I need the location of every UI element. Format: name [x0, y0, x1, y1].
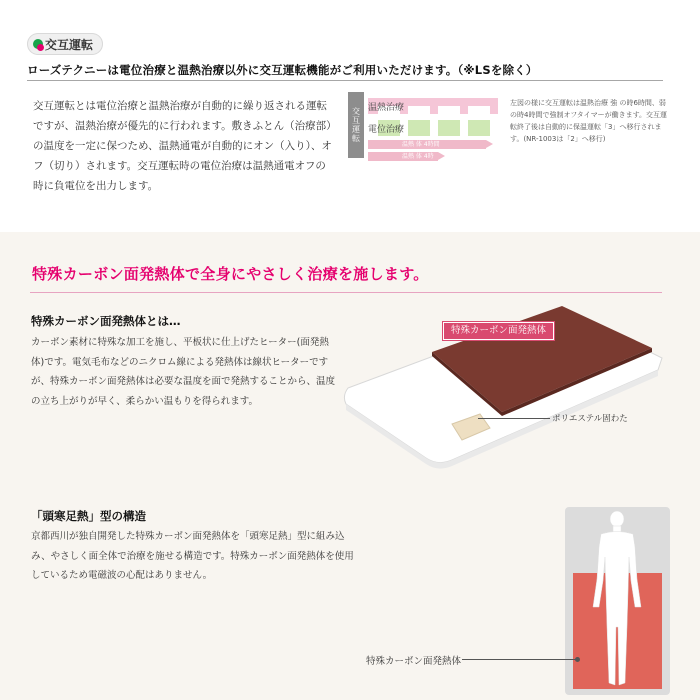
alternate-badge	[27, 33, 103, 55]
diagram-note: 左図の様に交互運転は温熱治療 強 の時6時間、弱 の時4時間で強制オフタイマーが働きます。交互運転終了後は自動的に保温運転「3」へ移行されます。(NR-1003は「2」へ移行)	[510, 99, 668, 143]
body-heat-illustration	[565, 507, 670, 695]
diagram-bar-2: 温熱 体 4時間	[368, 152, 438, 161]
structure-paragraph: 京都西川が独自開発した特殊カーボン面発熱体を「頭寒足熱」型に組み込み、やさしく面全体で治療を施せる構造です。特殊カーボン面発熱体を使用しているため電磁波の心配はありません。	[31, 531, 354, 581]
heater-tag: 特殊カーボン面発熱体	[443, 322, 554, 340]
top-divider	[27, 80, 663, 81]
carbon-divider	[30, 292, 662, 293]
body-heater-leader-line	[462, 659, 578, 660]
alternate-badge-label: 交互運転	[45, 37, 94, 52]
diagram-bar-1: 温熱 体 4時間	[368, 140, 486, 149]
potential-therapy-label: 電位治療	[368, 125, 405, 135]
alternate-intro: ローズテクニーは電位治療と温熱治療以外に交互運転機能がご利用いただけます。（※LSを除く）	[27, 63, 538, 77]
carbon-what-title: 特殊カーボン面発熱体とは…	[31, 314, 181, 328]
polyester-leader-line	[478, 418, 550, 419]
diagram-side-label: 交互運転	[348, 92, 364, 158]
badge-pink-dot-icon	[37, 44, 44, 51]
body-heater-label: 特殊カーボン面発熱体	[366, 656, 462, 667]
carbon-what-paragraph: カーボン素材に特殊な加工を施し、平板状に仕上げたヒーター(面発熱体)です。電気毛布などのニクロム線による発熱体は線状ヒーターですが、特殊カーボン面発熱体は必要な温度を面で発熱することから、温度の立ち上がりが早く、柔らかい温もりを得られます。	[31, 337, 336, 407]
polyester-label: ポリエステル固わた	[552, 414, 628, 424]
heat-therapy-label: 温熱治療	[368, 103, 405, 113]
alternate-paragraph: 交互運転とは電位治療と温熱治療が自動的に繰り返される運転ですが、温熱治療が優先的に行われます。敷きふとん（治療部）の温度を一定に保つため、温熱通電が自動的にオン（入り）、オフ（切り）されます。交互運転時の電位治療は温熱通電オフの時に負電位を出力します。	[33, 100, 332, 192]
structure-title: 「頭寒足熱」型の構造	[31, 509, 146, 523]
alternate-diagram	[348, 92, 500, 172]
carbon-headline: 特殊カーボン面発熱体で全身にやさしく治療を施します。	[32, 265, 429, 283]
